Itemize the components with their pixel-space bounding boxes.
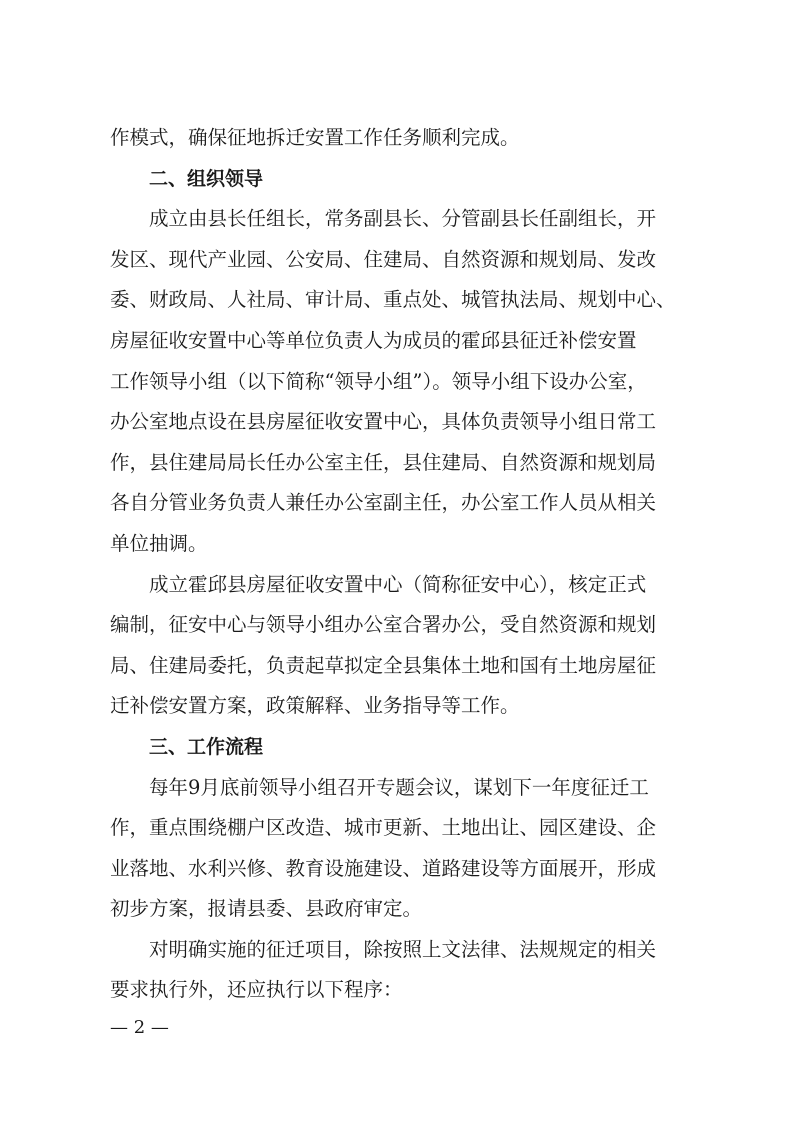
body-line: 委、财政局、人社局、审计局、重点处、城管执法局、规划中心、: [110, 288, 676, 312]
body-line: 单位抽调。: [110, 531, 208, 555]
body-line: 发区、现代产业园、公安局、住建局、自然资源和规划局、发改: [110, 247, 657, 271]
body-line: 办公室地点设在县房屋征收安置中心，具体负责领导小组日常工: [110, 410, 657, 434]
body-line: 业落地、水利兴修、教育设施建设、道路建设等方面展开，形成: [110, 856, 657, 880]
body-line: 作，重点围绕棚户区改造、城市更新、土地出让、园区建设、企: [110, 816, 657, 840]
body-line: 作模式，确保征地拆迁安置工作任务顺利完成。: [110, 126, 520, 149]
body-line: 对明确实施的征迁项目，除按照上文法律、法规规定的相关: [149, 937, 657, 961]
body-line: 局、住建局委托，负责起草拟定全县集体土地和国有土地房屋征: [110, 653, 657, 677]
body-line: 各自分管业务负责人兼任办公室副主任，办公室工作人员从相关: [110, 491, 657, 515]
body-line: 作，县住建局局长任办公室主任，县住建局、自然资源和规划局: [110, 450, 657, 474]
page-number: — 2 —: [110, 1017, 169, 1038]
body-line: 要求执行外，还应执行以下程序：: [110, 978, 403, 1002]
body-line: 迁补偿安置方案，政策解释、业务指导等工作。: [110, 694, 520, 718]
section-heading-workflow: 三、工作流程: [149, 735, 264, 758]
body-line: 房屋征收安置中心等单位负责人为成员的霍邱县征迁补偿安置: [110, 328, 637, 352]
body-line: 工作领导小组（以下简称“领导小组”）。领导小组下设办公室，: [110, 369, 647, 393]
body-line: 初步方案，报请县委、县政府审定。: [110, 897, 423, 921]
body-line: 成立由县长任组长，常务副县长、分管副县长任副组长，开: [149, 207, 657, 231]
section-heading-organization: 二、组织领导: [149, 167, 264, 190]
body-line: 编制，征安中心与领导小组办公室合署办公，受自然资源和规划: [110, 613, 657, 637]
body-line: 成立霍邱县房屋征收安置中心（简称征安中心），核定正式: [149, 572, 647, 596]
body-line: 每年9月底前领导小组召开专题会议，谋划下一年度征迁工: [149, 775, 649, 799]
document-body: [110, 118, 690, 1011]
